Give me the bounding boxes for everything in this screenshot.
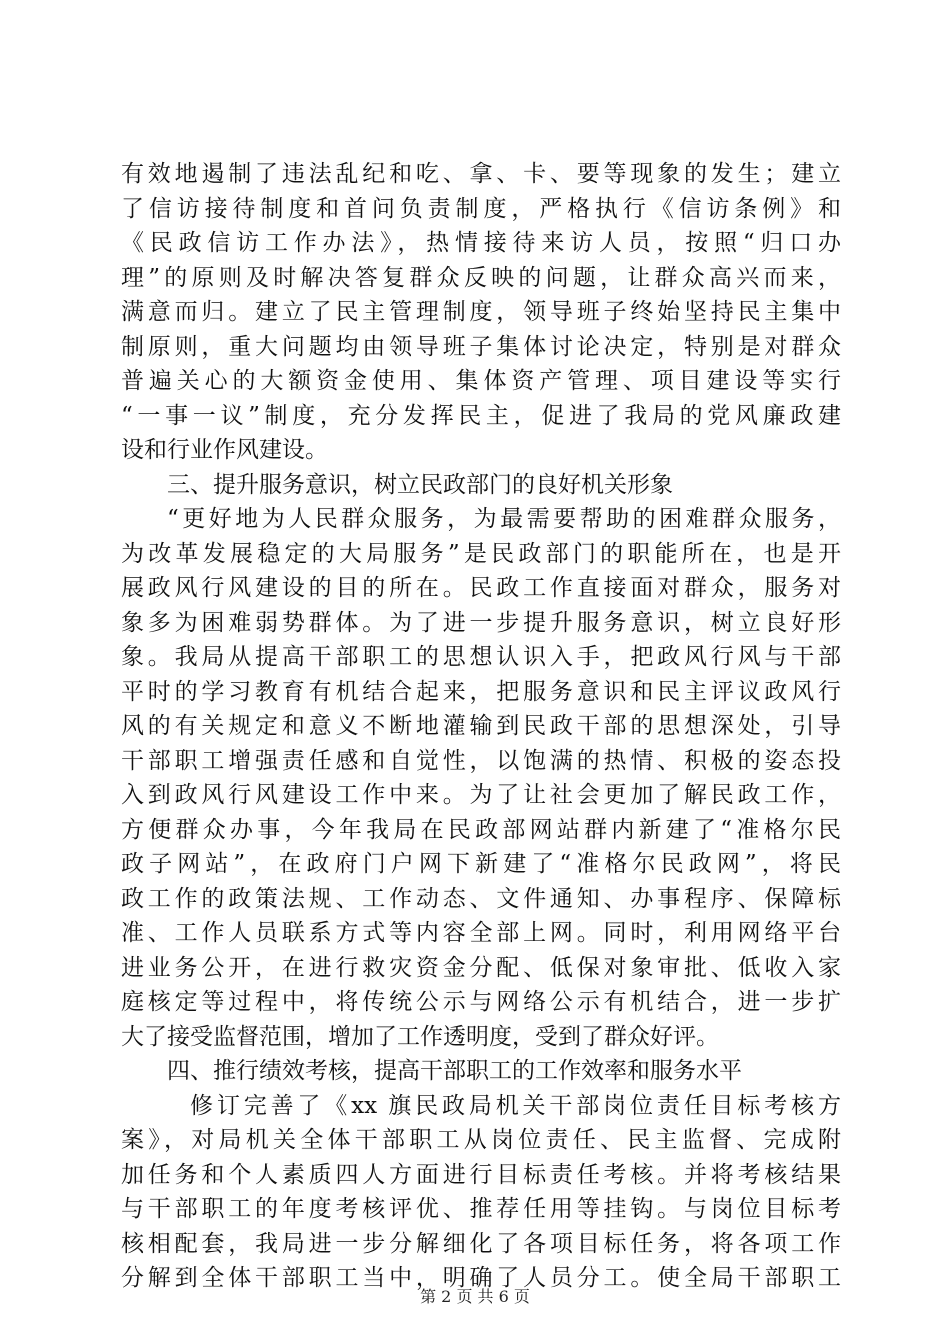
text-line: 了信访接待制度和首问负责制度，严格执行《信访条例》和 (121, 195, 841, 222)
text-line: 进业务公开，在进行救灾资金分配、低保对象审批、低收入家 (121, 954, 841, 981)
text-line: 政子网站”，在政府门户网下新建了“准格尔民政网”，将民 (121, 851, 841, 877)
text-line: 核相配套，我局进一步分解细化了各项目标任务，将各项工作 (121, 1230, 841, 1257)
text-line: 政工作的政策法规、工作动态、文件通知、办事程序、保障标 (121, 885, 841, 912)
text-line: 《民政信访工作办法》，热情接待来访人员，按照“归口办 (121, 230, 841, 256)
text-line: “一事一议”制度，充分发挥民主，促进了我局的党风廉政建 (121, 402, 841, 429)
text-line: 象。我局从提高干部职工的思想认识入手，把政风行风与干部 (121, 644, 841, 670)
page-number-footer: 第 2 页 共 6 页 (420, 1287, 530, 1306)
section-heading: 三、提升服务意识，树立民政部门的良好机关形象 (167, 471, 673, 498)
text-line: 庭核定等过程中，将传统公示与网络公示有机结合，进一步扩 (121, 989, 841, 1015)
text-line: 干部职工增强责任感和自觉性，以饱满的热情、积极的姿态投 (121, 747, 841, 774)
text-line: 加任务和个人素质四人方面进行目标责任考核。并将考核结果 (121, 1161, 841, 1188)
text-line: 为改革发展稳定的大局服务”是民政部门的职能所在，也是开 (121, 540, 841, 567)
text-line: 满意而归。建立了民主管理制度，领导班子终始坚持民主集中 (121, 299, 841, 325)
text-line: “更好地为人民群众服务，为最需要帮助的困难群众服务， (167, 506, 841, 532)
text-line: 入到政风行风建设工作中来。为了让社会更加了解民政工作， (121, 782, 841, 808)
text-line: 修订完善了《xx 旗民政局机关干部岗位责任目标考核方 (190, 1092, 841, 1119)
text-line: 平时的学习教育有机结合起来，把服务意识和民主评议政风行 (121, 678, 841, 705)
text-line: 与干部职工的年度考核评优、推荐任用等挂钩。与岗位目标考 (121, 1196, 841, 1222)
text-line: 象多为困难弱势群体。为了进一步提升服务意识，树立良好形 (121, 609, 841, 636)
text-line: 有效地遏制了违法乱纪和吃、拿、卡、要等现象的发生；建立 (121, 161, 841, 187)
text-line: 设和行业作风建设。 (121, 437, 328, 463)
text-line: 理”的原则及时解决答复群众反映的问题，让群众高兴而来， (121, 264, 841, 291)
text-line: 大了接受监督范围，增加了工作透明度，受到了群众好评。 (121, 1023, 719, 1050)
text-line: 制原则，重大问题均由领导班子集体讨论决定，特别是对群众 (121, 333, 841, 360)
text-line: 分解到全体干部职工当中，明确了人员分工。使全局干部职工 (121, 1265, 841, 1291)
text-line: 展政风行风建设的目的所在。民政工作直接面对群众，服务对 (121, 575, 841, 601)
text-line: 普遍关心的大额资金使用、集体资产管理、项目建设等实行 (121, 368, 841, 394)
text-line: 方便群众办事，今年我局在民政部网站群内新建了“准格尔民 (121, 816, 841, 843)
text-line: 案》，对局机关全体干部职工从岗位责任、民主监督、完成附 (121, 1127, 841, 1153)
document-body (121, 157, 841, 1296)
text-line: 风的有关规定和意义不断地灌输到民政干部的思想深处，引导 (121, 713, 841, 739)
section-heading: 四、推行绩效考核，提高干部职工的工作效率和服务水平 (167, 1058, 742, 1084)
text-line: 准、工作人员联系方式等内容全部上网。同时，利用网络平台 (121, 920, 841, 946)
